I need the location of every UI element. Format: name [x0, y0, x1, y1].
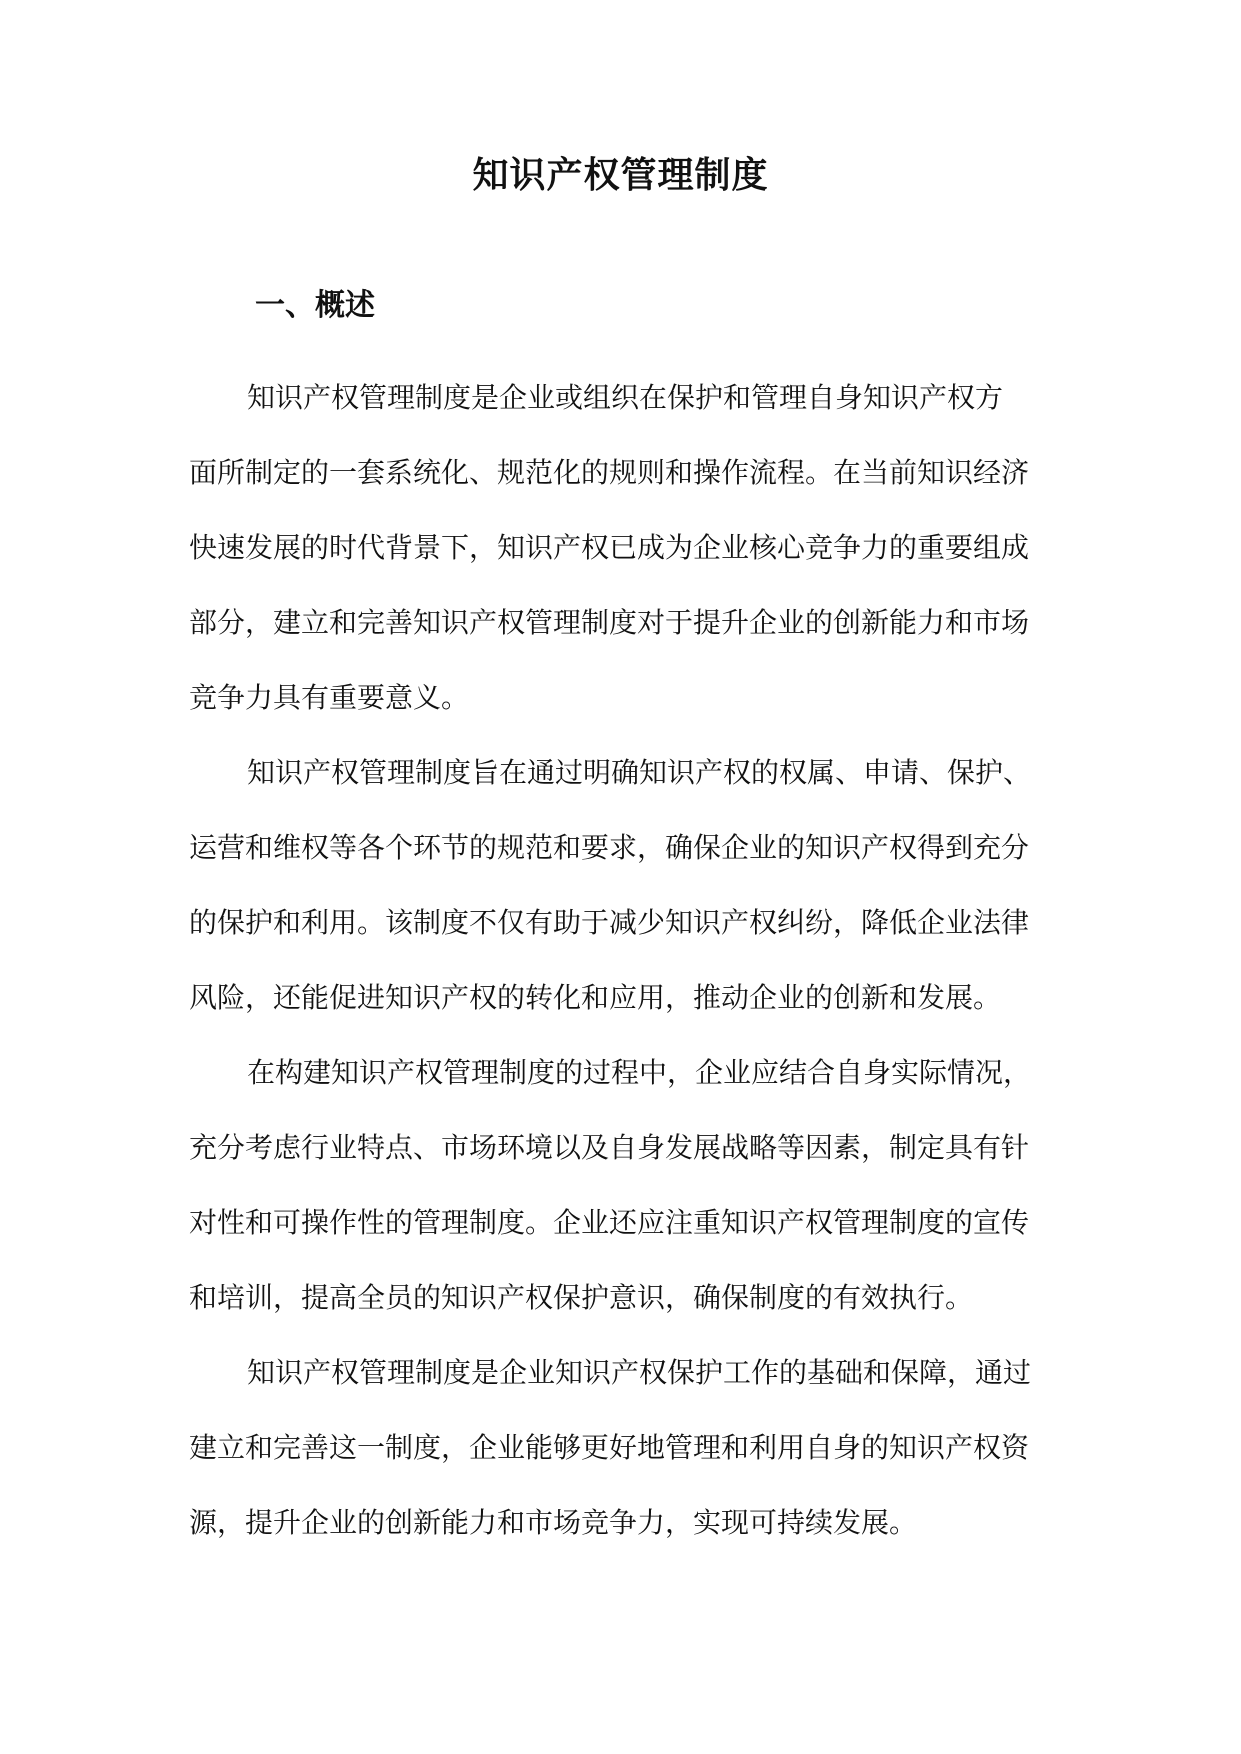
paragraph-1 [189, 360, 1059, 735]
paragraph-2 [189, 735, 1059, 1035]
section-heading: 一、概述 [255, 288, 375, 323]
paragraph-line: 运营和维权等各个环节的规范和要求，确保企业的知识产权得到充分 [189, 831, 1030, 864]
paragraph-line: 知识产权管理制度是企业知识产权保护工作的基础和保障，通过 [247, 1356, 1032, 1389]
paragraph-line: 竞争力具有重要意义。 [189, 681, 470, 714]
paragraph-line: 的保护和利用。该制度不仅有助于减少知识产权纠纷，降低企业法律 [189, 906, 1030, 939]
paragraph-line: 在构建知识产权管理制度的过程中，企业应结合自身实际情况， [247, 1056, 1032, 1089]
paragraph-3 [189, 1035, 1059, 1335]
paragraph-line: 对性和可操作性的管理制度。企业还应注重知识产权管理制度的宣传 [189, 1206, 1030, 1239]
paragraph-line: 快速发展的时代背景下，知识产权已成为企业核心竞争力的重要组成 [189, 531, 1030, 564]
paragraph-line: 和培训，提高全员的知识产权保护意识，确保制度的有效执行。 [189, 1281, 974, 1314]
paragraph-line: 充分考虑行业特点、市场环境以及自身发展战略等因素，制定具有针 [189, 1131, 1030, 1164]
document-body [189, 360, 1059, 1560]
paragraph-line: 建立和完善这一制度，企业能够更好地管理和利用自身的知识产权资 [189, 1431, 1030, 1464]
paragraph-line: 知识产权管理制度旨在通过明确知识产权的权属、申请、保护、 [247, 756, 1032, 789]
paragraph-line: 风险，还能促进知识产权的转化和应用，推动企业的创新和发展。 [189, 981, 1002, 1014]
paragraph-line: 知识产权管理制度是企业或组织在保护和管理自身知识产权方 [247, 381, 1004, 414]
paragraph-line: 源，提升企业的创新能力和市场竞争力，实现可持续发展。 [189, 1506, 918, 1539]
paragraph-line: 部分，建立和完善知识产权管理制度对于提升企业的创新能力和市场 [189, 606, 1030, 639]
paragraph-4 [189, 1335, 1059, 1560]
document-title: 知识产权管理制度 [472, 154, 769, 196]
paragraph-line: 面所制定的一套系统化、规范化的规则和操作流程。在当前知识经济 [189, 456, 1030, 489]
